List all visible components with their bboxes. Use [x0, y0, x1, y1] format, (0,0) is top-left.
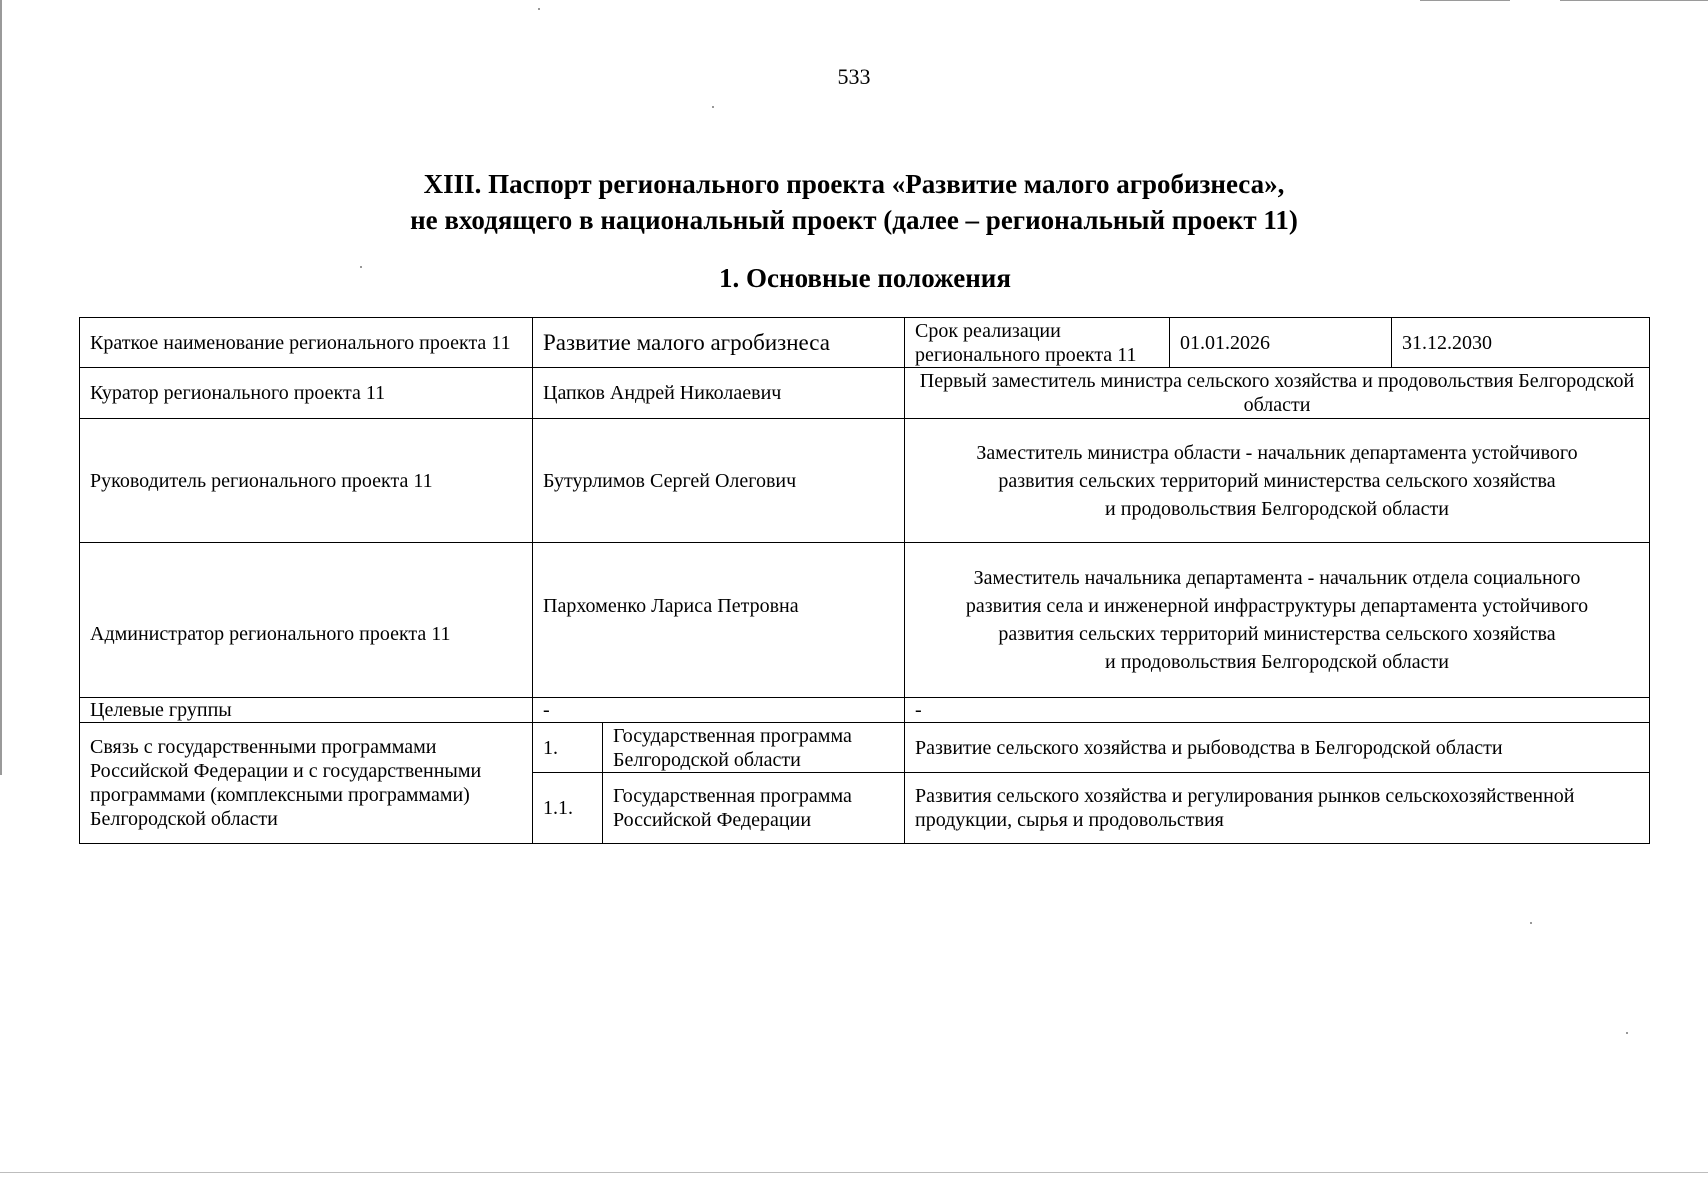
page-title-line: не входящего в национальный проект (далее – региональный проект 11): [410, 205, 1298, 235]
target-groups-value: -: [533, 698, 905, 723]
passport-table: [79, 317, 1650, 844]
administrator-name: Пархоменко Лариса Петровна: [533, 543, 905, 698]
administrator-position-line: и продовольствия Белгородской области: [1105, 651, 1449, 673]
scan-speck: [1626, 1032, 1628, 1034]
scan-speck: [538, 8, 540, 10]
table-row: [80, 368, 1650, 419]
scan-edge-top: [1560, 0, 1708, 1]
curator-label: Куратор регионального проекта 11: [80, 368, 533, 419]
program-type: Государственная программа Белгородской области: [603, 723, 905, 773]
scan-edge-left: [0, 0, 2, 775]
head-position: [905, 419, 1650, 543]
program-number: 1.: [533, 723, 603, 773]
target-groups-label: Целевые группы: [80, 698, 533, 723]
administrator-label: Администратор регионального проекта 11: [80, 543, 533, 698]
short-name-label: Краткое наименование регионального проекта 11: [80, 318, 533, 368]
page-number: 533: [837, 64, 871, 89]
table-row: [80, 419, 1650, 543]
program-number: 1.1.: [533, 773, 603, 844]
head-position-line: развития сельских территорий министерства сельского хозяйства: [998, 469, 1556, 492]
start-date: 01.01.2026: [1170, 318, 1392, 368]
page-title-line: XIII. Паспорт регионального проекта «Развитие малого агробизнеса»,: [423, 169, 1285, 199]
administrator-position: [905, 543, 1650, 698]
target-groups-value: -: [905, 698, 1650, 723]
section-title: 1. Основные положения: [719, 263, 1011, 293]
program-name: Развитие сельского хозяйства и рыбоводства в Белгородской области: [905, 723, 1650, 773]
period-label: Срок реализации регионального проекта 11: [905, 318, 1170, 368]
scan-edge-top: [1420, 0, 1510, 1]
head-position-line: Заместитель министра области - начальник департамента устойчивого: [976, 441, 1578, 464]
table-row: [80, 543, 1650, 698]
programs-label: Связь с государственными программами Российской Федерации и с государственными программами (комплексными программами) Белгородской области: [80, 723, 533, 844]
administrator-position-line: развития села и инженерной инфраструктуры департамента устойчивого: [965, 595, 1589, 617]
scan-speck: [712, 106, 714, 108]
page-title: [0, 166, 1708, 238]
curator-name: Цапков Андрей Николаевич: [533, 368, 905, 419]
table-row: [80, 698, 1650, 723]
head-position-line: и продовольствия Белгородской области: [1105, 497, 1449, 520]
curator-position: Первый заместитель министра сельского хозяйства и продовольствия Белгородской области: [905, 368, 1650, 419]
table-row: [80, 723, 1650, 773]
head-name: Бутурлимов Сергей Олегович: [533, 419, 905, 543]
head-label: Руководитель регионального проекта 11: [80, 419, 533, 543]
program-type: Государственная программа Российской Федерации: [603, 773, 905, 844]
administrator-position-line: развития сельских территорий министерства сельского хозяйства: [998, 623, 1556, 645]
table-row: [80, 318, 1650, 368]
short-name-value: Развитие малого агробизнеса: [533, 318, 905, 368]
scan-speck: [1530, 922, 1532, 924]
program-name: Развития сельского хозяйства и регулирования рынков сельскохозяйственной продукции, сырья и продовольствия: [905, 773, 1650, 844]
end-date: 31.12.2030: [1392, 318, 1650, 368]
administrator-position-line: Заместитель начальника департамента - начальник отдела социального: [973, 567, 1581, 589]
scan-edge-bottom: [0, 1172, 1708, 1173]
